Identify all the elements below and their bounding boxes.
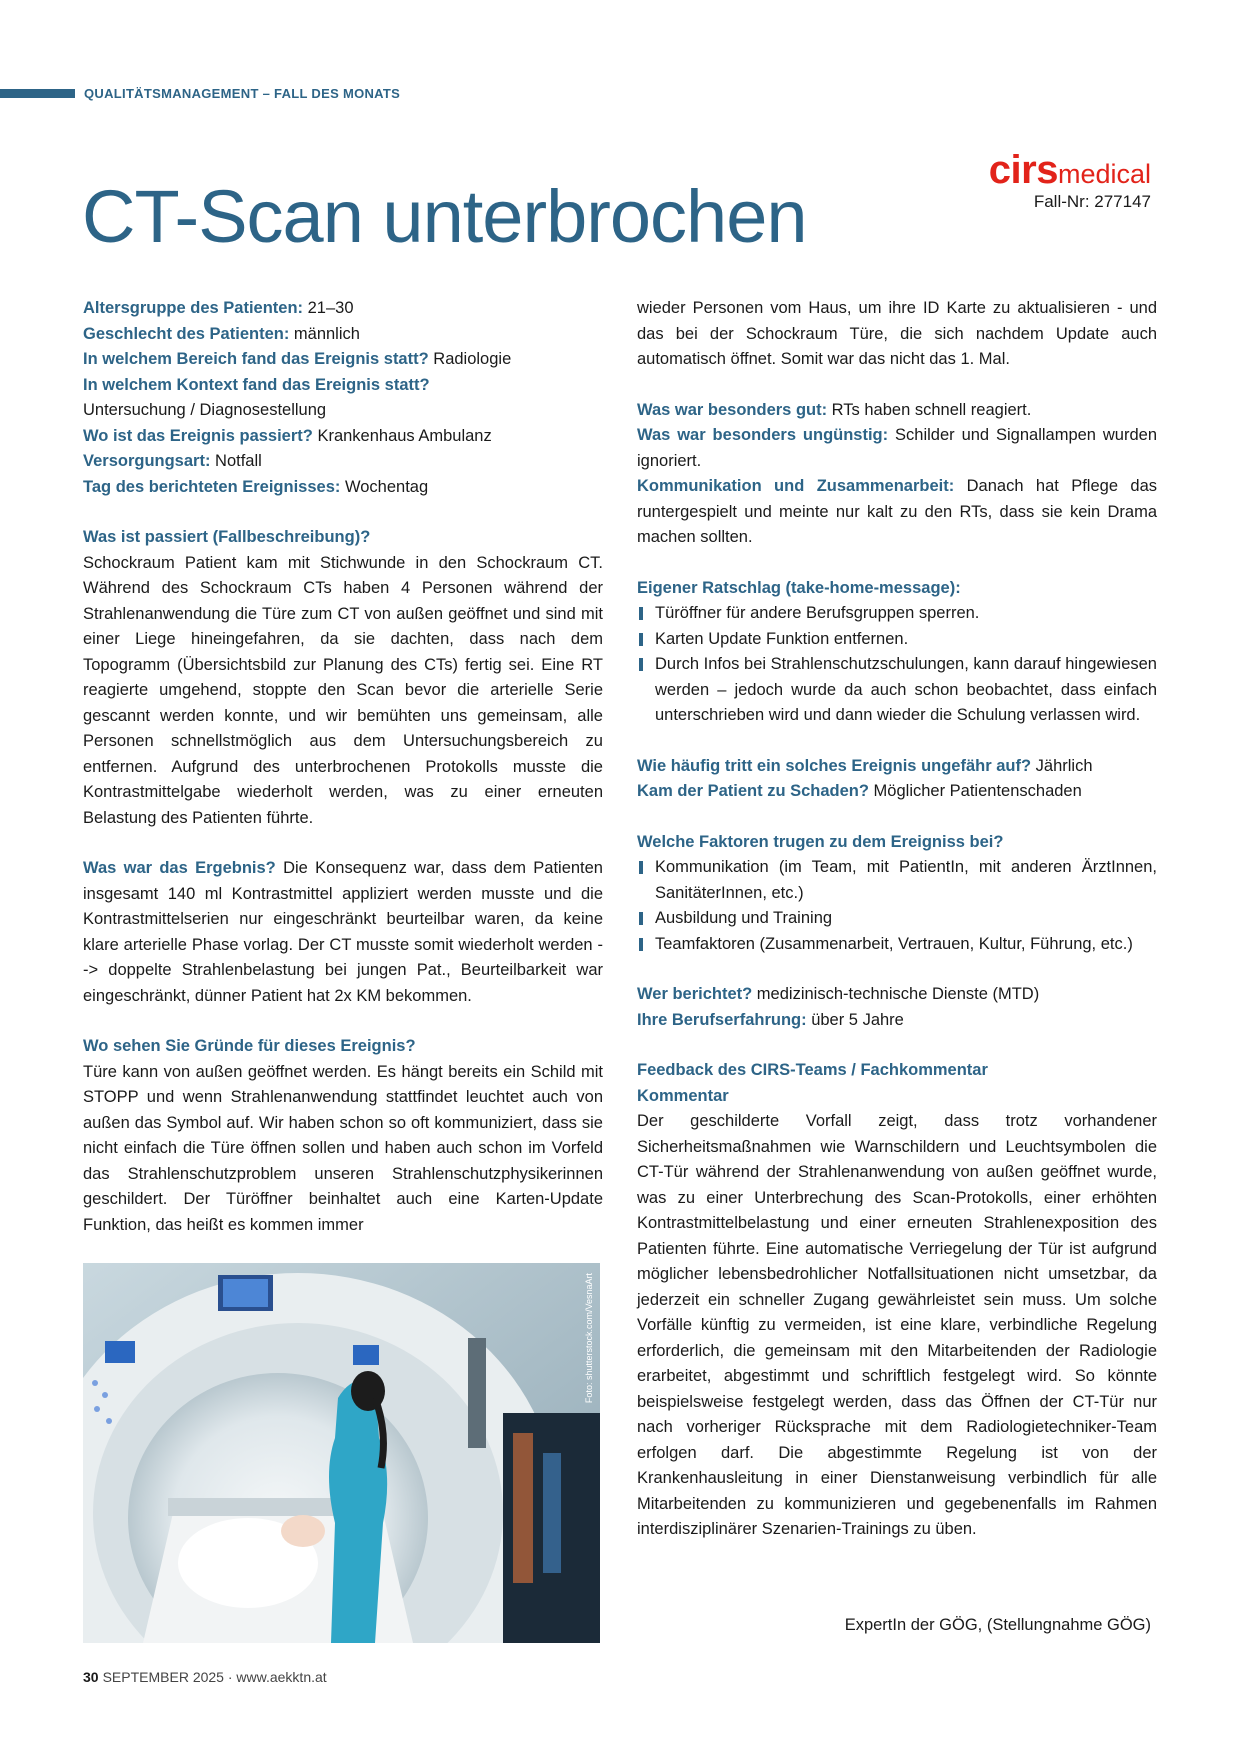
field-frequency: Wie häufig tritt ein solches Ereignis ungefähr auf? Jährlich — [637, 756, 1093, 775]
field-communication: Kommunikation und Zusammenarbeit: Danach hat Pflege das runtergespielt und meinte nur kalt zu den RTs, dass sie kein Drama machen sollten. — [637, 477, 1157, 546]
field-reporter: Wer berichtet? medizinisch-technische Dienste (MTD) — [637, 985, 1040, 1003]
field-harm: Kam der Patient zu Schaden? Möglicher Patientenschaden — [637, 782, 1082, 800]
field-care-type: Versorgungsart: Notfall — [83, 452, 262, 470]
paragraph-reasons-continued: wieder Personen vom Haus, um ihre ID Karte zu aktualisieren - und das bei der Schockraum Türe, die sich nachdem Update auch automatisch öffnet. Somit war das nicht das 1. Mal. — [637, 299, 1157, 368]
logo-brand: cirs — [988, 148, 1058, 192]
field-location: Wo ist das Ereignis passiert? Krankenhaus Ambulanz — [83, 426, 492, 445]
page-number: 30 — [83, 1669, 99, 1685]
field-day: Tag des berichteten Ereignisses: Wochentag — [83, 477, 429, 496]
section-label: QUALITÄTSMANAGEMENT – FALL DES MONATS — [84, 86, 401, 101]
paragraph-case-description: Schockraum Patient kam mit Stichwunde in den Schockraum CT. Während des Schockraum CTs haben 4 Personen während der Strahlenanwendung die Türe zum CT von außen geöffnet und sind mit einer Liege hineingefahren, da sie dachten, dass nach dem Topogramm (Übersichtsbild zur Planung des CTs) fertig sei. Eine RT reagierte umgehend, stoppte den Scan bevor die arterielle Serie gescannt werden konnte, und wir bemühten uns gemeinsam, alle Personen schnellstmöglich aus dem Untersuchungsbereich zu entfernen. Aufgrund des unterbrochenen Protokolls musste die Kontrastmittelgabe wiederholt werden, was zu einer erneuten Belastung des Patienten führte. — [83, 553, 603, 827]
field-context: In welchem Kontext fand das Ereignis statt? Untersuchung / Diagnosestellung — [83, 375, 430, 419]
section-heading-reasons: Wo sehen Sie Gründe für dieses Ereignis? — [83, 1037, 416, 1055]
ct-scanner-photo — [83, 1263, 600, 1643]
list-item: Durch Infos bei Strahlenschutzschulungen, kann darauf hingewiesen werden – jedoch wurde da auch schon beobachtet, dass einfach unterschrieben wird und dann wieder die Schulung verlassen wird. — [637, 652, 1157, 729]
case-number: Fall-Nr: 277147 — [1033, 192, 1151, 211]
section-heading-advice: Eigener Ratschlag (take-home-message): — [637, 578, 961, 597]
paragraph-feedback: Der geschilderte Vorfall zeigt, dass trotz vorhandener Sicherheitsmaßnahmen wie Warnschildern und Leuchtsymbolen die CT-Tür während der Strahlenanwendung von außen geöffnet wurde, was zu einer Unterbrechung des Scan-Protokolls, einer erhöhten Kontrastmittelbelastung und einer erneuten Strahlenexposition des Patienten führte. Eine automatische Verriegelung der Tür ist aufgrund möglicher lebensbedrohlicher Notfallsituationen nicht umsetzbar, da jederzeit ein schneller Zugang gewährleistet sein muss. Um solche Vorfälle künftig zu vermeiden, ist eine klare, verbindliche Regelung erforderlich, die gemeinsam mit den Mitarbeitenden der Radiologie erarbeitet, abgestimmt und schriftlich festgelegt wird. So könnte beispielsweise festgelegt werden, dass das Öffnen der CT-Tür nur nach vorheriger Rücksprache mit dem Radiologietechniker-Team erfolgen darf. Die abgestimmte Regelung ist von der Krankenhausleitung in einer Dienstanweisung verbindlich für alle Mitarbeitenden zu kommunizieren und gegebenenfalls im Rahmen interdisziplinärer Szenarien-Trainings zu üben. — [637, 1112, 1157, 1538]
cirs-medical-logo — [989, 150, 1151, 212]
list-item: Türöffner für andere Berufsgruppen sperren. — [637, 601, 1157, 627]
field-sex: Geschlecht des Patienten: männlich — [83, 324, 360, 343]
field-unfavourable: Was war besonders ungünstig: Schilder und Signallampen wurden ignoriert. — [637, 426, 1158, 470]
field-age: Altersgruppe des Patienten: 21–30 — [83, 299, 354, 317]
footer-text: SEPTEMBER 2025 · www.aekktn.at — [102, 1669, 327, 1685]
factors-list — [637, 855, 1157, 957]
field-experience: Ihre Berufserfahrung: über 5 Jahre — [637, 1010, 904, 1029]
photo-credit: Foto: shutterstock.com/VesnaArt — [584, 1273, 594, 1404]
paragraph-reasons: Türe kann von außen geöffnet werden. Es hängt bereits ein Schild mit STOPP und wenn Strahlenanwendung stattfindet leuchtet auch von außen das Symbol auf. Wir haben schon so oft kommuniziert, dass sie nicht einfach die Türe öffnen sollen und haben auch schon im Vorfeld das Strahlenschutzproblem unseren Strahlenschutzphysikerinnen geschildert. Der Türöffner beinhaltet auch eine Karten-Update Funktion, das heißt es kommen immer — [83, 1062, 603, 1234]
list-item: Kommunikation (im Team, mit PatientIn, mit anderen ÄrztInnen, SanitäterInnen, etc.) — [637, 855, 1157, 906]
logo-sub: medical — [1057, 159, 1151, 189]
advice-list — [637, 601, 1157, 729]
field-good: Was war besonders gut: RTs haben schnell reagiert. — [637, 400, 1032, 419]
section-heading-feedback: Feedback des CIRS-Teams / Fachkommentar — [637, 1061, 988, 1079]
section-heading-what-happened: Was ist passiert (Fallbeschreibung)? — [83, 528, 371, 546]
left-column — [83, 296, 603, 1238]
article-title: CT-Scan unterbrochen — [82, 175, 807, 258]
page-footer — [83, 1669, 327, 1685]
list-item: Ausbildung und Training — [637, 906, 1157, 932]
field-area: In welchem Bereich fand das Ereignis statt? Radiologie — [83, 350, 512, 368]
right-column — [637, 296, 1157, 1543]
list-item: Teamfaktoren (Zusammenarbeit, Vertrauen, Kultur, Führung, etc.) — [637, 932, 1157, 958]
signature: ExpertIn der GÖG, (Stellungnahme GÖG) — [844, 1616, 1151, 1634]
paragraph-result: Was war das Ergebnis? Die Konsequenz war, dass dem Patienten insgesamt 140 ml Kontrastmittel appliziert werden musste und die Kontrastmittelserien nur eingeschränkt beurteilbar waren, da keine klare arterielle Phase vorlag. Der CT musste somit wiederholt werden --> doppelte Strahlenbelastung bei jungen Pat., Beurteilbarkeit war eingeschränkt, dünner Patient hat 2x KM bekommen. — [83, 859, 603, 1005]
list-item: Karten Update Funktion entfernen. — [637, 627, 1157, 653]
section-heading-factors: Welche Faktoren trugen zu dem Ereigniss bei? — [637, 832, 1004, 851]
section-subheading-comment: Kommentar — [637, 1086, 729, 1105]
ct-scanner-illustration — [83, 1263, 600, 1643]
header-accent-bar — [0, 89, 75, 98]
